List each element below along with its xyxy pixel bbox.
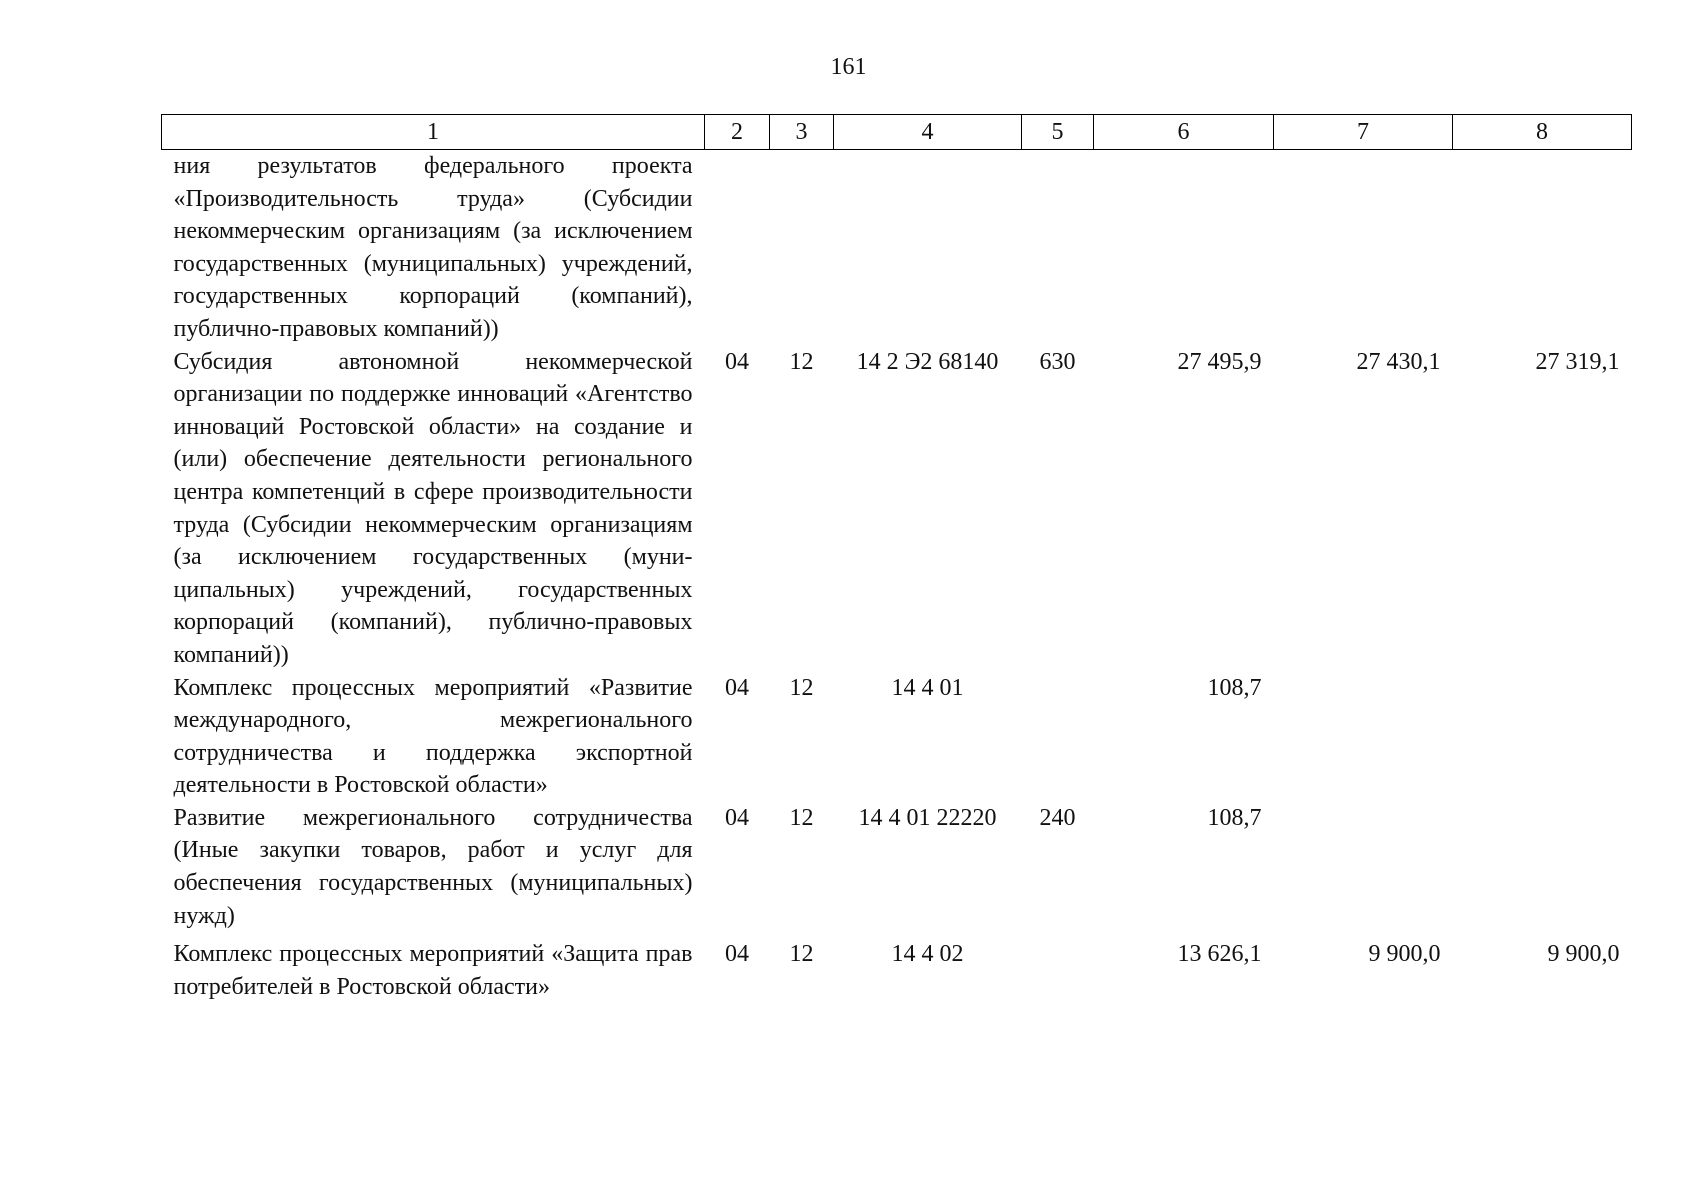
section-code: 04 (725, 941, 749, 968)
column-header-5: 5 (1022, 115, 1094, 150)
amount-col-8: 9 900,0 (1547, 941, 1620, 968)
expense-type-code (1022, 932, 1094, 1003)
subsection-code: 12 (789, 348, 814, 375)
column-header-2: 2 (705, 115, 770, 150)
page-number: 161 (830, 54, 867, 80)
amount-col-8 (1453, 802, 1632, 932)
row-description: Комплекс процессных мероприятий «Защита прав потребителей в Ростовской области» (173, 941, 693, 1000)
target-article-code: 14 4 02 (891, 941, 964, 968)
amount-col-7: 27 430,1 (1356, 348, 1441, 375)
table-header (162, 115, 1632, 150)
table-body (162, 150, 1632, 1004)
table-row (162, 802, 1632, 932)
expense-type-code: 630 (1039, 348, 1076, 375)
amount-col-7 (1274, 150, 1453, 346)
table-row (162, 672, 1632, 802)
row-description: Комплекс процессных мероприятий «Развитие международного, межрегионального сотрудничества и поддержка экспортной деятельности в Ростовской области» (173, 674, 693, 799)
amount-col-6: 13 626,1 (1177, 941, 1262, 968)
amount-col-7: 9 900,0 (1368, 941, 1441, 968)
expense-type-code: 240 (1039, 804, 1076, 831)
subsection-code: 12 (789, 804, 814, 831)
section-code: 04 (725, 674, 749, 701)
row-description: Субсидия автономной некоммерческой организации по поддержке инноваций «Агентство инноваций Ростовской области» на создание и (или) обеспечение деятельности регионального центра компетенций в сфере производительности труда (Субсидии некоммерческим организациям (за исключением государственных (муниципальных) учреждений, государственных корпораций (компаний), публично-правовых компаний)) (173, 348, 693, 668)
amount-col-6: 27 495,9 (1177, 348, 1262, 375)
amount-col-8: 27 319,1 (1535, 348, 1620, 375)
column-header-6: 6 (1094, 115, 1274, 150)
row-description: ния результатов федерального проекта «Производительность труда» (Субсидии некоммерческим организациям (за исключением государственных (муниципальных) учреждений, государственных корпораций (компаний), публично-правовых компаний)) (173, 153, 693, 342)
target-article-code: 14 4 01 22220 (858, 804, 997, 831)
table-row (162, 150, 1632, 346)
section-code (705, 150, 770, 346)
expense-type-code (1022, 672, 1094, 802)
section-code: 04 (725, 804, 749, 831)
subsection-code: 12 (789, 674, 814, 701)
section-code: 04 (725, 348, 749, 375)
table-row (162, 346, 1632, 672)
expense-type-code (1022, 150, 1094, 346)
column-header-8: 8 (1453, 115, 1632, 150)
row-description: Развитие межрегионального сотрудничества (Иные закупки товаров, работ и услуг для обеспечения государственных (муниципальных) нужд) (173, 804, 693, 929)
table-row (162, 932, 1632, 1003)
amount-col-8 (1453, 672, 1632, 802)
subsection-code: 12 (789, 941, 814, 968)
header-row (162, 115, 1632, 150)
column-header-4: 4 (834, 115, 1022, 150)
column-header-7: 7 (1274, 115, 1453, 150)
column-header-3: 3 (770, 115, 834, 150)
amount-col-8 (1453, 150, 1632, 346)
target-article-code (834, 150, 1022, 346)
amount-col-6 (1094, 150, 1274, 346)
amount-col-6: 108,7 (1207, 804, 1262, 831)
subsection-code (770, 150, 834, 346)
column-header-1: 1 (162, 115, 705, 150)
target-article-code: 14 4 01 (891, 674, 964, 701)
amount-col-7 (1274, 802, 1453, 932)
amount-col-7 (1274, 672, 1453, 802)
budget-table (161, 114, 1632, 1003)
target-article-code: 14 2 Э2 68140 (856, 348, 999, 375)
amount-col-6: 108,7 (1207, 674, 1262, 701)
